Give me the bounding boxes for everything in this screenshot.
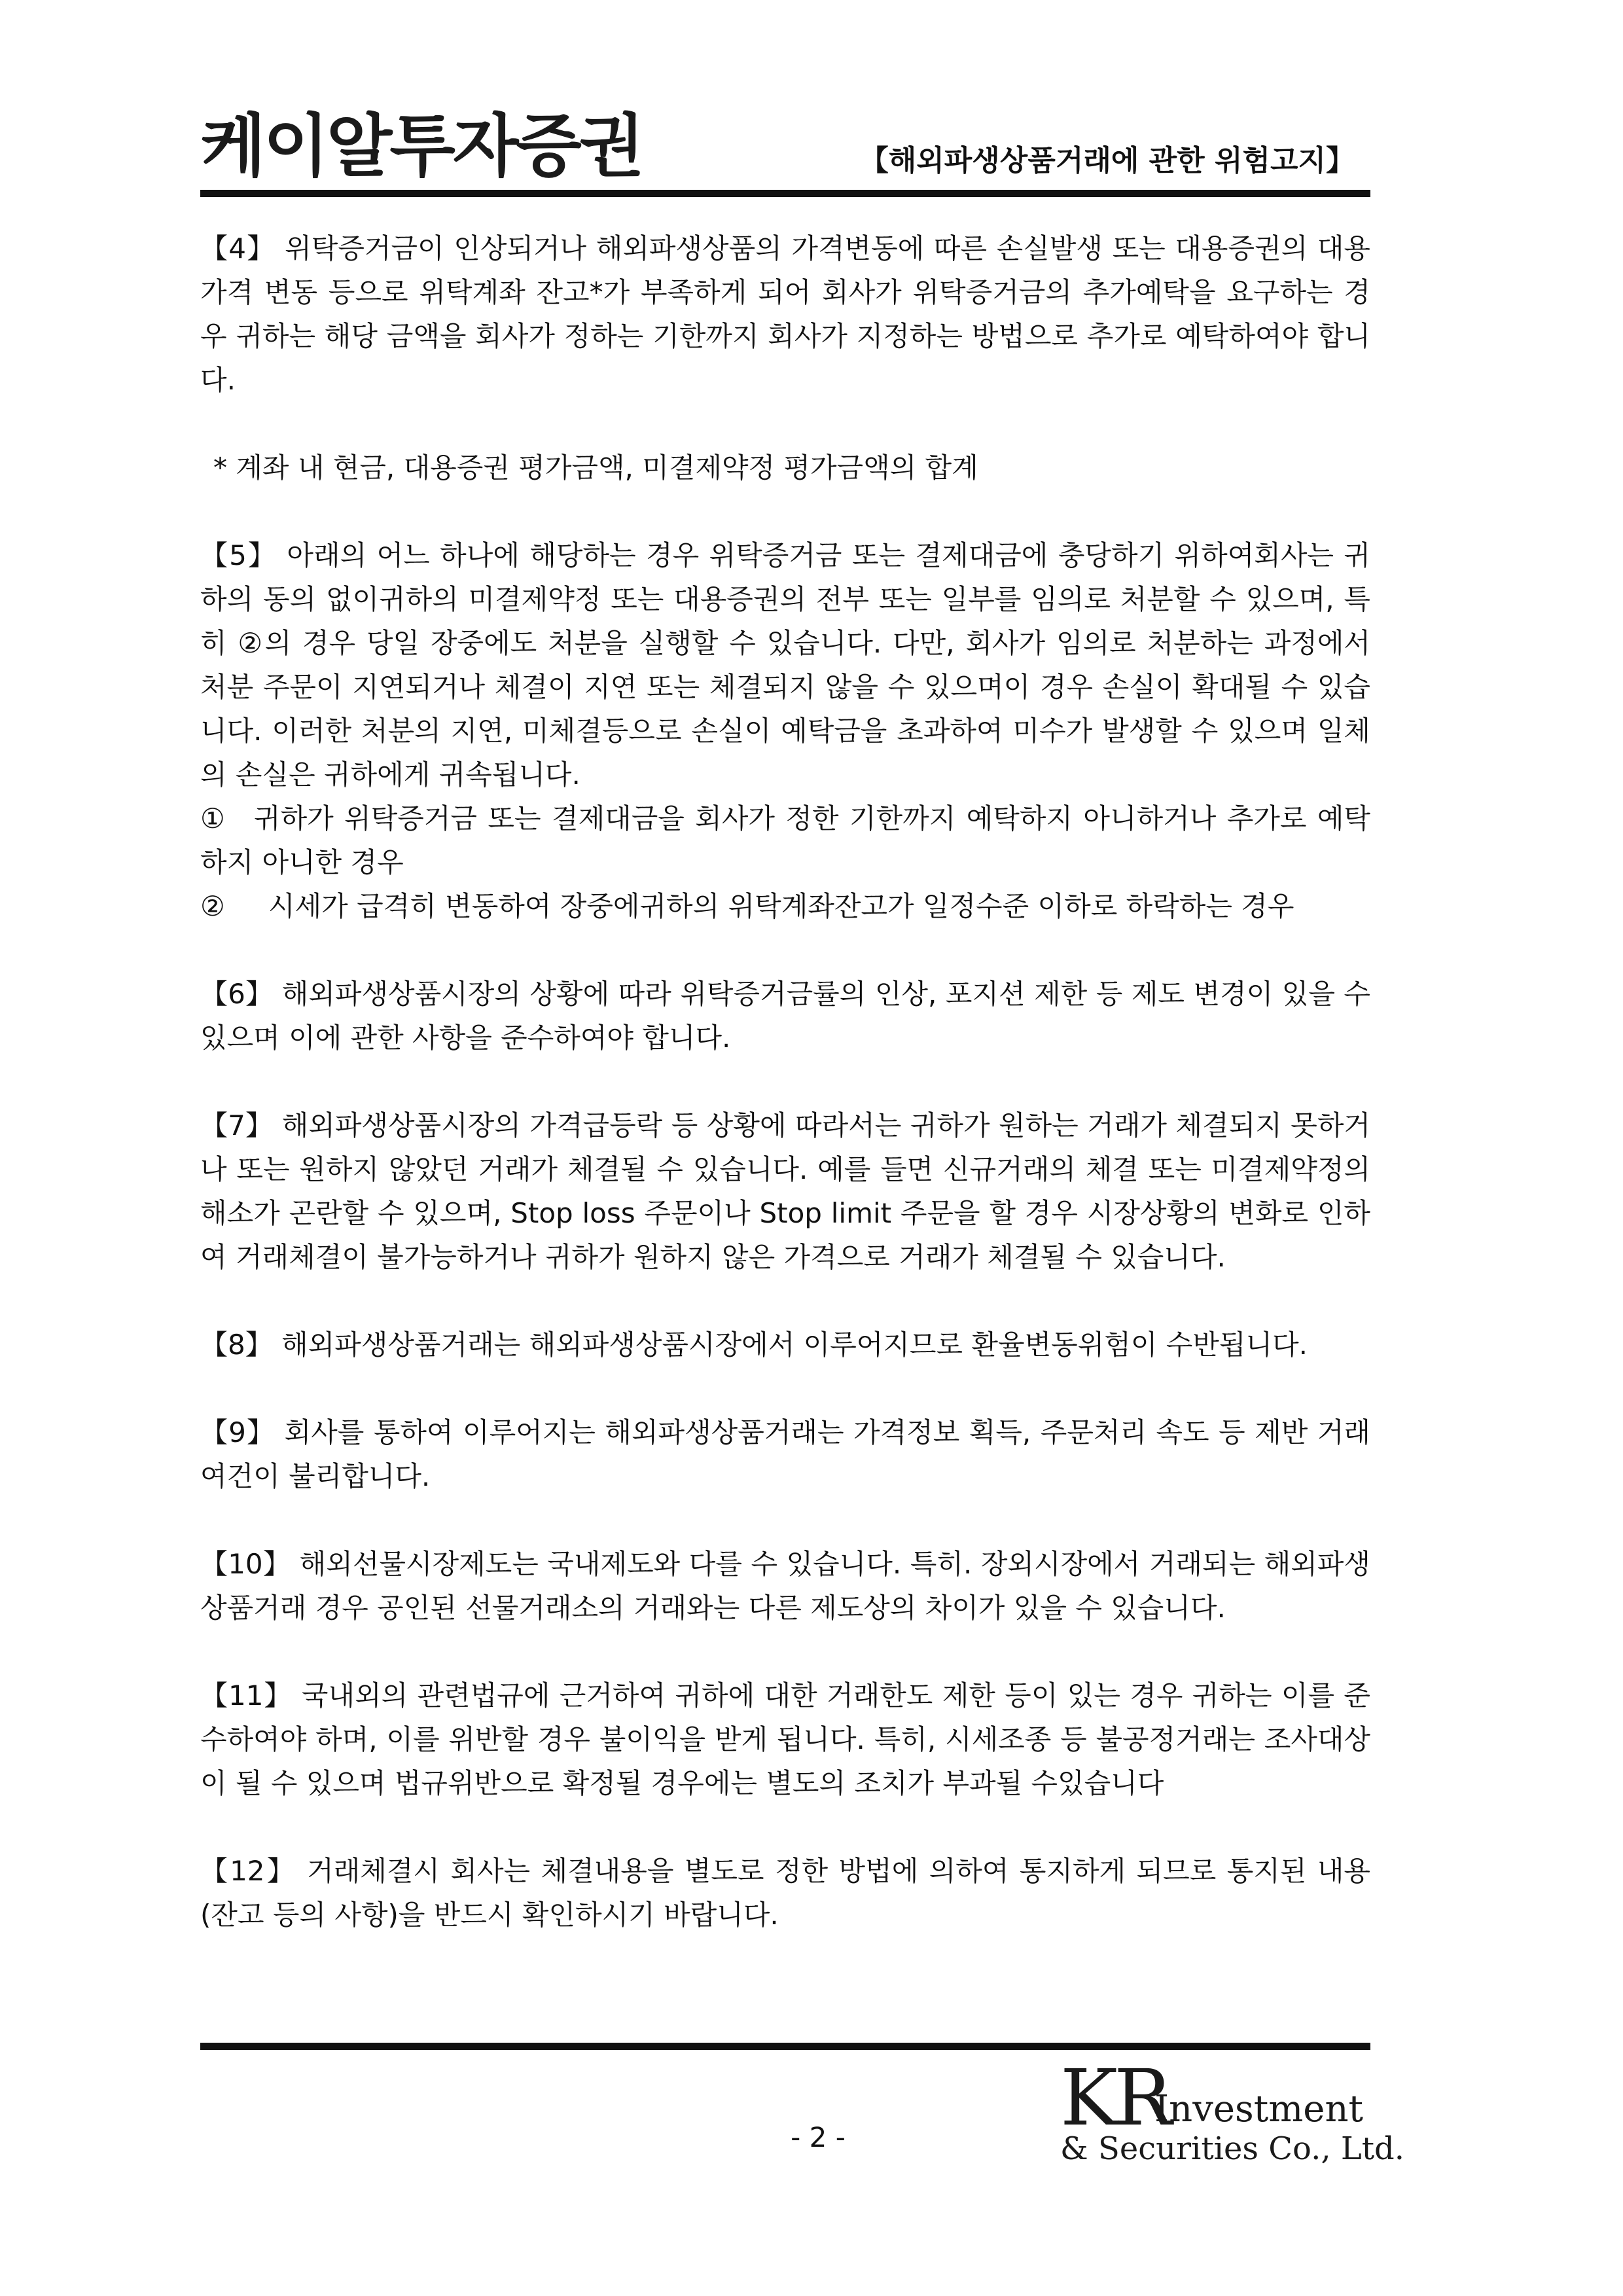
paragraph-12: 【12】 거래체결시 회사는 체결내용을 별도로 정한 방법에 의하여 통지하게 되므로 통지된 내용(잔고 등의 사항)을 반드시 확인하시기 바랍니다. (200, 1855, 1370, 1931)
footnote: * 계좌 내 현금, 대용증권 평가금액, 미결제약정 평가금액의 합계 (213, 452, 978, 484)
list-marker-2: ② (200, 890, 225, 922)
list-item-1-text: 귀하가 위탁증거금 또는 결제대금을 회사가 정한 기한까지 예탁하지 아니하거나 추가로 예탁하지 아니한 경우 (200, 802, 1370, 878)
kr-investment-logo (1060, 2053, 1405, 2183)
company-logo: 케이알투자증권 (200, 106, 643, 186)
logo-line-2: & Securities Co., Ltd. (1060, 2130, 1405, 2167)
logo-kr-letters: KR (1060, 2053, 1168, 2143)
footer-divider (200, 2043, 1370, 2050)
paragraph-11: 【11】 국내외의 관련법규에 근거하여 귀하에 대한 거래한도 제한 등이 있는 경우 귀하는 이를 준수하여야 하며, 이를 위반할 경우 불이익을 받게 됩니다. 특히, 시세조종 등 불공정거래는 조사대상이 될 수 있으며 법규위반으로 확정될 경우에는 별도의 조치가 부과될 수있습니다 (200, 1679, 1370, 1799)
list-marker-1: ① (200, 802, 225, 834)
paragraph-5: 【5】 아래의 어느 하나에 해당하는 경우 위탁증거금 또는 결제대금에 충당하기 위하여회사는 귀하의 동의 없이귀하의 미결제약정 또는 대용증권의 전부 또는 일부를 임의로 처분할 수 있으며, 특히 ②의 경우 당일 장중에도 처분을 실행할 수 있습니다. 다만, 회사가 임의로 처분하는 과정에서 처분 주문이 지연되거나 체결이 지연 또는 체결되지 않을 수 있으며이 경우 손실이 확대될 수 있습니다. 이러한 처분의 지연, 미체결등으로 손실이 예탁금을 초과하여 미수가 발생할 수 있으며 일체의 손실은 귀하에게 귀속됩니다. (200, 539, 1370, 791)
page-header (200, 106, 1370, 196)
document-body (200, 226, 1370, 1981)
paragraph-6: 【6】 해외파생상품시장의 상황에 따라 위탁증거금률의 인상, 포지션 제한 등 제도 변경이 있을 수 있으며 이에 관한 사항을 준수하여야 합니다. (200, 978, 1370, 1054)
list-item-1 (200, 797, 1370, 884)
paragraph-10: 【10】 해외선물시장제도는 국내제도와 다를 수 있습니다. 특히. 장외시장에서 거래되는 해외파생상품거래 경우 공인된 선물거래소의 거래와는 다른 제도상의 차이가 있을 수 있습니다. (200, 1548, 1370, 1624)
list-item-2 (200, 884, 1370, 928)
paragraph-8: 【8】 해외파생상품거래는 해외파생상품시장에서 이루어지므로 환율변동위험이 수반됩니다. (200, 1329, 1308, 1361)
paragraph-7: 【7】 해외파생상품시장의 가격급등락 등 상황에 따라서는 귀하가 원하는 거래가 체결되지 못하거나 또는 원하지 않았던 거래가 체결될 수 있습니다. 예를 들면 신규거래의 체결 또는 미결제약정의 해소가 곤란할 수 있으며, Stop loss 주문이나 Stop limit 주문을 할 경우 시장상황의 변화로 인하여 거래체결이 불가능하거나 귀하가 원하지 않은 가격으로 거래가 체결될 수 있습니다. (200, 1109, 1370, 1273)
logo-line-1: Investment (1154, 2088, 1364, 2130)
list-item-2-text: 시세가 급격히 변동하여 장중에귀하의 위탁계좌잔고가 일정수준 이하로 하락하는 경우 (268, 890, 1294, 922)
document-subtitle: 【해외파생상품거래에 관한 위험고지】 (859, 144, 1355, 177)
paragraph-9: 【9】 회사를 통하여 이루어지는 해외파생상품거래는 가격정보 획득, 주문처리 속도 등 제반 거래여건이 불리합니다. (200, 1416, 1370, 1492)
header-divider (200, 190, 1370, 197)
page-number: - 2 - (791, 2121, 846, 2153)
paragraph-4: 【4】 위탁증거금이 인상되거나 해외파생상품의 가격변동에 따른 손실발생 또는 대용증권의 대용가격 변동 등으로 위탁계좌 잔고*가 부족하게 되어 회사가 위탁증거금의 추가예탁을 요구하는 경우 귀하는 해당 금액을 회사가 정하는 기한까지 회사가 지정하는 방법으로 추가로 예탁하여야 합니다. (200, 232, 1370, 396)
